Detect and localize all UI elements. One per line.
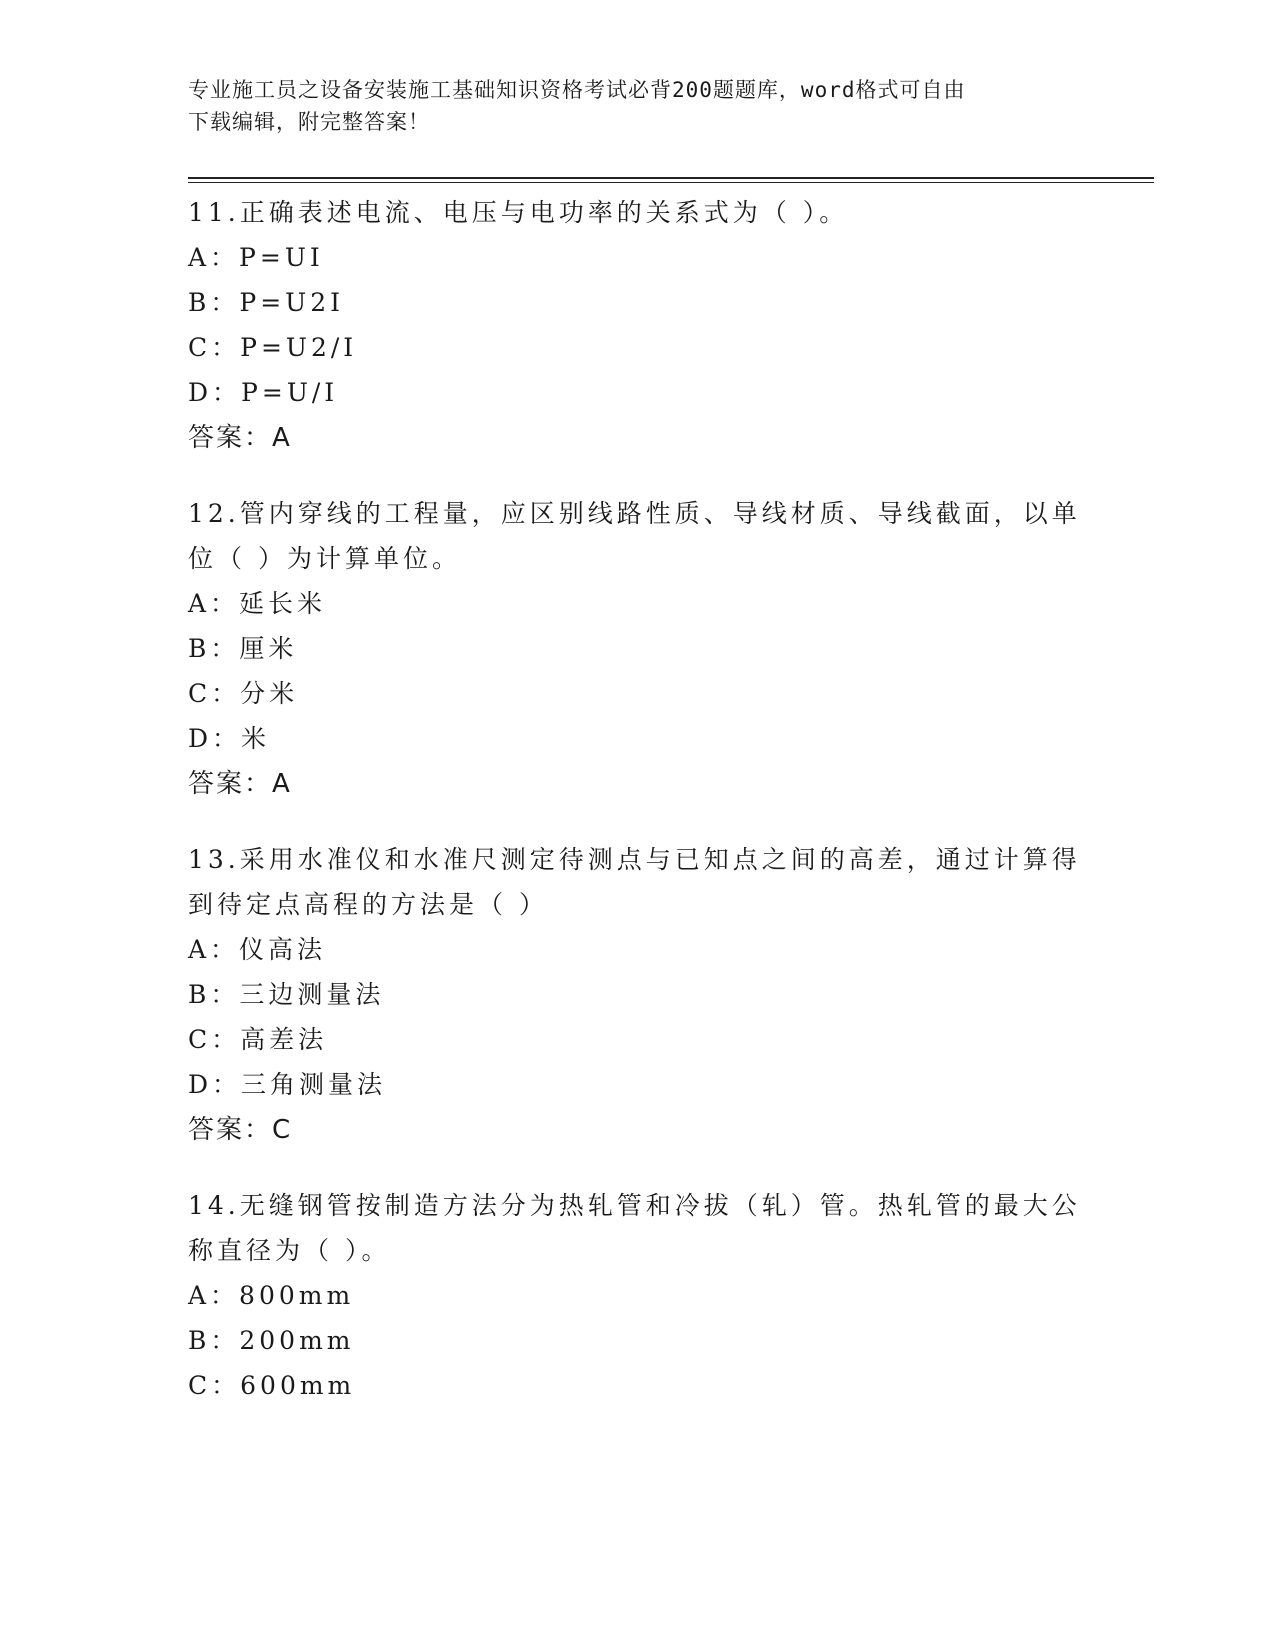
question-12	[188, 491, 1088, 807]
option-a: A：800mm	[188, 1281, 355, 1310]
question-14	[188, 1183, 1088, 1408]
question-text: 12.管内穿线的工程量，应区别线路性质、导线材质、导线截面，以单位（ ）为计算单位。	[188, 499, 1081, 573]
option-c: C：600mm	[188, 1371, 356, 1400]
option-a: A：仪高法	[188, 935, 327, 964]
answer: 答案：A	[188, 423, 292, 453]
option-d: D：三角测量法	[188, 1070, 387, 1099]
header-divider	[188, 177, 1154, 183]
option-b: B：厘米	[188, 634, 298, 663]
option-b: B：P=U2I	[188, 288, 344, 317]
question-text: 14.无缝钢管按制造方法分为热轧管和冷拔（轧）管。热轧管的最大公称直径为（ ）。	[188, 1191, 1081, 1265]
question-list	[188, 190, 1088, 1438]
option-c: C：P=U2/I	[188, 333, 358, 362]
document-header	[188, 74, 1068, 138]
option-b: B：三边测量法	[188, 980, 385, 1009]
answer: 答案：A	[188, 769, 292, 799]
option-c: C：高差法	[188, 1025, 328, 1054]
option-d: D：米	[188, 724, 271, 753]
header-line-1: 专业施工员之设备安装施工基础知识资格考试必背200题题库，word格式可自由	[188, 78, 966, 102]
option-a: A：P=UI	[188, 243, 324, 272]
question-11	[188, 190, 1088, 461]
question-text: 13.采用水准仪和水准尺测定待测点与已知点之间的高差，通过计算得到待定点高程的方法是（ ）	[188, 845, 1081, 919]
question-text: 11.正确表述电流、电压与电功率的关系式为（ ）。	[188, 198, 849, 227]
option-c: C：分米	[188, 679, 299, 708]
option-b: B：200mm	[188, 1326, 355, 1355]
option-a: A：延长米	[188, 589, 327, 618]
answer: 答案：C	[188, 1115, 293, 1145]
header-line-2: 下载编辑，附完整答案！	[188, 110, 430, 134]
question-13	[188, 837, 1088, 1153]
option-d: D：P=U/I	[188, 378, 339, 407]
